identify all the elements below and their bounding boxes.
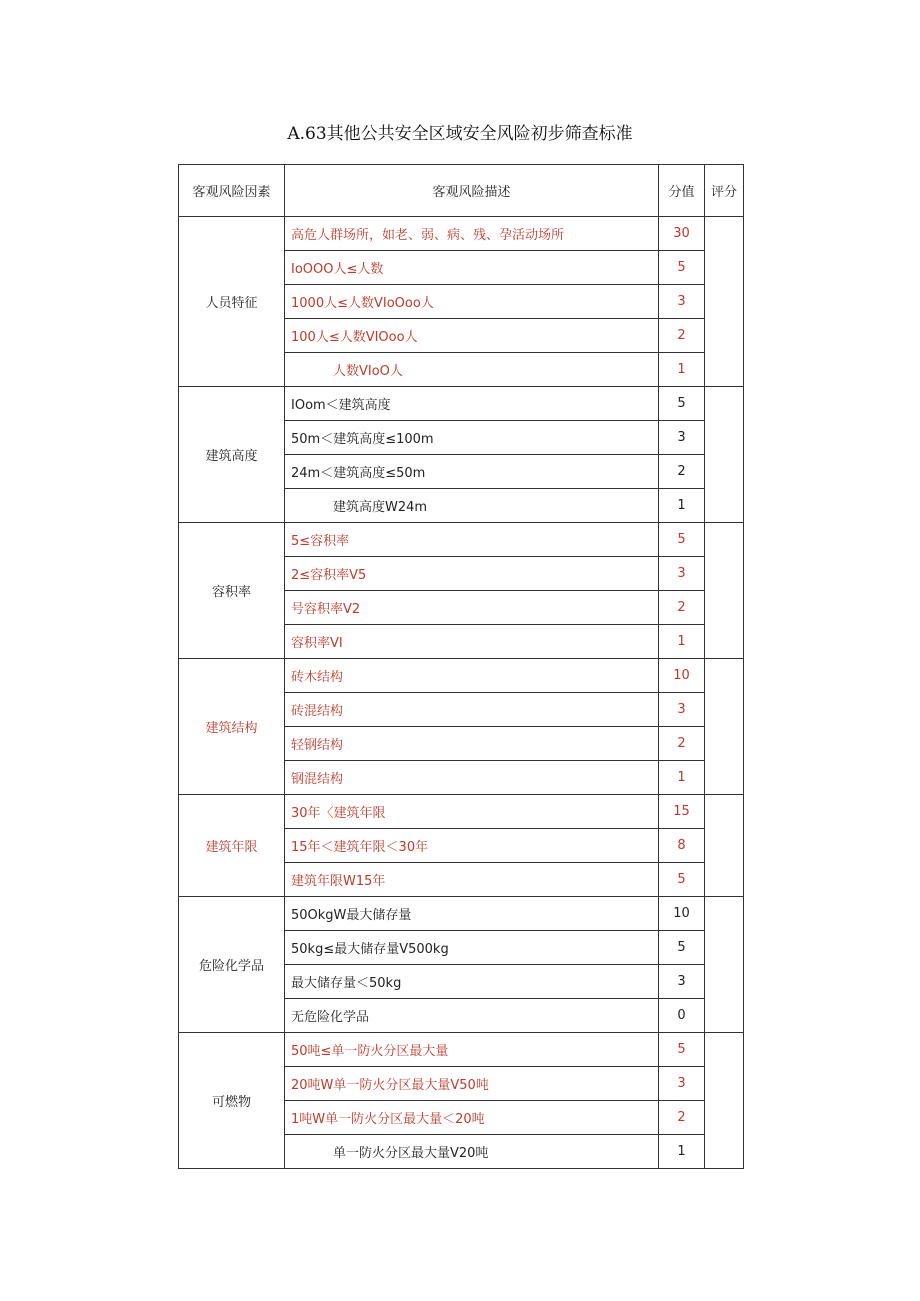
table-row (179, 387, 744, 421)
description-cell: 建筑年限W15年 (285, 863, 659, 897)
factor-cell: 建筑高度 (179, 387, 285, 523)
table-row (179, 1033, 744, 1067)
factor-cell: 可燃物 (179, 1033, 285, 1169)
description-cell: 钢混结构 (285, 761, 659, 795)
description-cell: 30年〈建筑年限 (285, 795, 659, 829)
rating-cell[interactable] (705, 523, 744, 659)
score-cell: 2 (659, 1101, 705, 1135)
score-cell: 5 (659, 931, 705, 965)
score-cell: 3 (659, 1067, 705, 1101)
score-cell: 3 (659, 285, 705, 319)
description-cell: 2≤容积率V5 (285, 557, 659, 591)
description-cell: 人数VIoO人 (285, 353, 659, 387)
score-cell: 3 (659, 693, 705, 727)
description-cell: 15年＜建筑年限＜30年 (285, 829, 659, 863)
description-cell: 50OkgW最大储存量 (285, 897, 659, 931)
description-cell: 1000人≤人数VIoOoo人 (285, 285, 659, 319)
description-cell: 砖混结构 (285, 693, 659, 727)
description-cell: 轻钢结构 (285, 727, 659, 761)
description-cell: 砖木结构 (285, 659, 659, 693)
rating-cell[interactable] (705, 1033, 744, 1169)
description-cell: IoOOO人≤人数 (285, 251, 659, 285)
score-cell: 5 (659, 387, 705, 421)
table-row (179, 795, 744, 829)
risk-screening-table (178, 164, 744, 1169)
description-cell: 50kg≤最大储存量V500kg (285, 931, 659, 965)
description-cell: IOom＜建筑高度 (285, 387, 659, 421)
description-cell: 50m＜建筑高度≤100m (285, 421, 659, 455)
description-cell: 无危险化学品 (285, 999, 659, 1033)
table-row (179, 217, 744, 251)
description-cell: 高危人群场所，如老、弱、病、残、孕活动场所 (285, 217, 659, 251)
score-cell: 3 (659, 965, 705, 999)
score-cell: 30 (659, 217, 705, 251)
score-cell: 2 (659, 591, 705, 625)
page-title: A.63其他公共安全区域安全风险初步筛查标准 (287, 124, 633, 144)
factor-cell: 容积率 (179, 523, 285, 659)
score-cell: 5 (659, 1033, 705, 1067)
score-cell: 5 (659, 863, 705, 897)
score-cell: 1 (659, 489, 705, 523)
factor-cell: 人员特征 (179, 217, 285, 387)
score-cell: 1 (659, 353, 705, 387)
description-cell: 20吨W单一防火分区最大量V50吨 (285, 1067, 659, 1101)
score-cell: 1 (659, 761, 705, 795)
score-cell: 2 (659, 455, 705, 489)
score-cell: 3 (659, 421, 705, 455)
score-cell: 10 (659, 659, 705, 693)
rating-cell[interactable] (705, 659, 744, 795)
description-cell: 24m＜建筑高度≤50m (285, 455, 659, 489)
header-rating: 评分 (705, 165, 744, 217)
header-score: 分值 (659, 165, 705, 217)
factor-cell: 建筑年限 (179, 795, 285, 897)
score-cell: 5 (659, 523, 705, 557)
table-row (179, 523, 744, 557)
rating-cell[interactable] (705, 795, 744, 897)
table-row (179, 659, 744, 693)
table-row (179, 897, 744, 931)
score-cell: 3 (659, 557, 705, 591)
description-cell: 建筑高度W24m (285, 489, 659, 523)
description-cell: 50吨≤单一防火分区最大量 (285, 1033, 659, 1067)
score-cell: 8 (659, 829, 705, 863)
table-body (179, 217, 744, 1169)
score-cell: 1 (659, 1135, 705, 1169)
score-cell: 2 (659, 727, 705, 761)
score-cell: 10 (659, 897, 705, 931)
factor-cell: 危险化学品 (179, 897, 285, 1033)
description-cell: 号容积率V2 (285, 591, 659, 625)
description-cell: 1吨W单一防火分区最大量＜20吨 (285, 1101, 659, 1135)
score-cell: 15 (659, 795, 705, 829)
score-cell: 0 (659, 999, 705, 1033)
score-cell: 5 (659, 251, 705, 285)
description-cell: 单一防火分区最大量V20吨 (285, 1135, 659, 1169)
factor-cell: 建筑结构 (179, 659, 285, 795)
header-factor: 客观风险因素 (179, 165, 285, 217)
score-cell: 2 (659, 319, 705, 353)
description-cell: 5≤容积率 (285, 523, 659, 557)
rating-cell[interactable] (705, 897, 744, 1033)
table-header-row (179, 165, 744, 217)
rating-cell[interactable] (705, 387, 744, 523)
score-cell: 1 (659, 625, 705, 659)
header-description: 客观风险描述 (285, 165, 659, 217)
description-cell: 容积率VI (285, 625, 659, 659)
description-cell: 100人≤人数VIOoo人 (285, 319, 659, 353)
rating-cell[interactable] (705, 217, 744, 387)
description-cell: 最大储存量＜50kg (285, 965, 659, 999)
